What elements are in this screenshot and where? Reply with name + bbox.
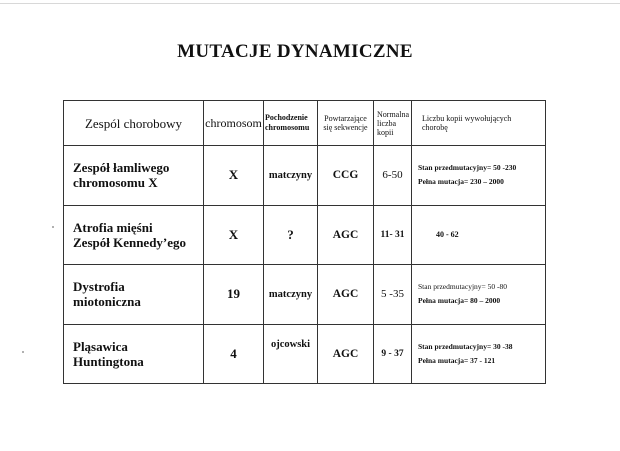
header-normal-line: Normalna [377,109,409,119]
normal-count: 9 - 37 [374,324,412,384]
copies-line: Stan przedmutacyjny= 50 -230 [418,163,517,173]
header-repeats [318,101,374,146]
copies-line: 40 - 62 [436,229,459,239]
syndrome-name-line: Pląsawica [73,338,128,354]
table-row [64,265,546,325]
disease-copies [412,205,546,265]
syndrome-name [64,205,204,265]
copies-line: Pełna mutacja= 230 – 2000 [418,177,504,187]
copies-line: Stan przedmutacyjny= 30 -38 [418,341,513,351]
normal-count: 6-50 [374,146,412,206]
header-origin-line: chromosomu [265,123,310,132]
syndrome-name-line: Dystrofia [73,279,125,295]
repeat-sequence: AGC [318,324,374,384]
header-repeats-line: Powtarzające [324,114,367,123]
header-origin [264,101,318,146]
chromosome-value: 4 [204,324,264,384]
copies-line: Pełna mutacja= 37 - 121 [418,355,496,365]
origin-value: ojcowski [264,324,318,384]
syndrome-name-line: Atrofia mięśni [73,219,153,235]
origin-value: matczyny [264,265,318,325]
syndrome-name [64,324,204,384]
header-disease-copies [412,101,546,146]
syndrome-name-line: Huntingtona [73,353,144,369]
page-title: MUTACJE DYNAMICZNE [177,41,413,62]
repeat-sequence: CCG [318,146,374,206]
origin-value: matczyny [264,146,318,206]
copies-line: Pełna mutacja= 80 – 2000 [418,296,501,306]
normal-count: 11- 31 [374,205,412,265]
syndrome-name [64,265,204,325]
repeat-sequence: AGC [318,205,374,265]
header-syndrome: Zespól chorobowy [64,101,204,146]
table-row [64,205,546,265]
scan-speck [52,226,54,228]
syndrome-name-line: chromosomu X [73,175,158,191]
syndrome-name-line: Zespół łamliwego [73,160,170,176]
syndrome-name-line: Zespół Kennedy’ego [73,234,187,250]
disease-copies [412,265,546,325]
disease-copies [412,146,546,206]
table-row [64,146,546,206]
copies-line: Stan przedmutacyjny= 50 -80 [418,282,508,292]
origin-value: ? [264,205,318,265]
scan-edge-line [0,3,620,4]
normal-count: 5 -35 [374,265,412,325]
header-normal-count [374,101,412,146]
syndrome-name-line: miotoniczna [73,294,141,310]
mutations-table [63,100,546,384]
header-origin-line: Pochodzenie [265,113,308,122]
chromosome-value: X [204,146,264,206]
header-chromosome: chromosom [204,101,264,146]
table-header-row [64,101,546,146]
header-copies-line: chorobę [422,123,448,132]
table-row [64,324,546,384]
header-normal-line: liczba [377,118,397,128]
chromosome-value: X [204,205,264,265]
disease-copies [412,324,546,384]
repeat-sequence: AGC [318,265,374,325]
header-normal-line: kopii [377,127,394,137]
syndrome-name [64,146,204,206]
header-repeats-line: się sekwencje [323,123,368,132]
chromosome-value: 19 [204,265,264,325]
header-copies-line: Liczbu kopii wywołujących [422,114,512,123]
scan-speck [22,351,24,353]
